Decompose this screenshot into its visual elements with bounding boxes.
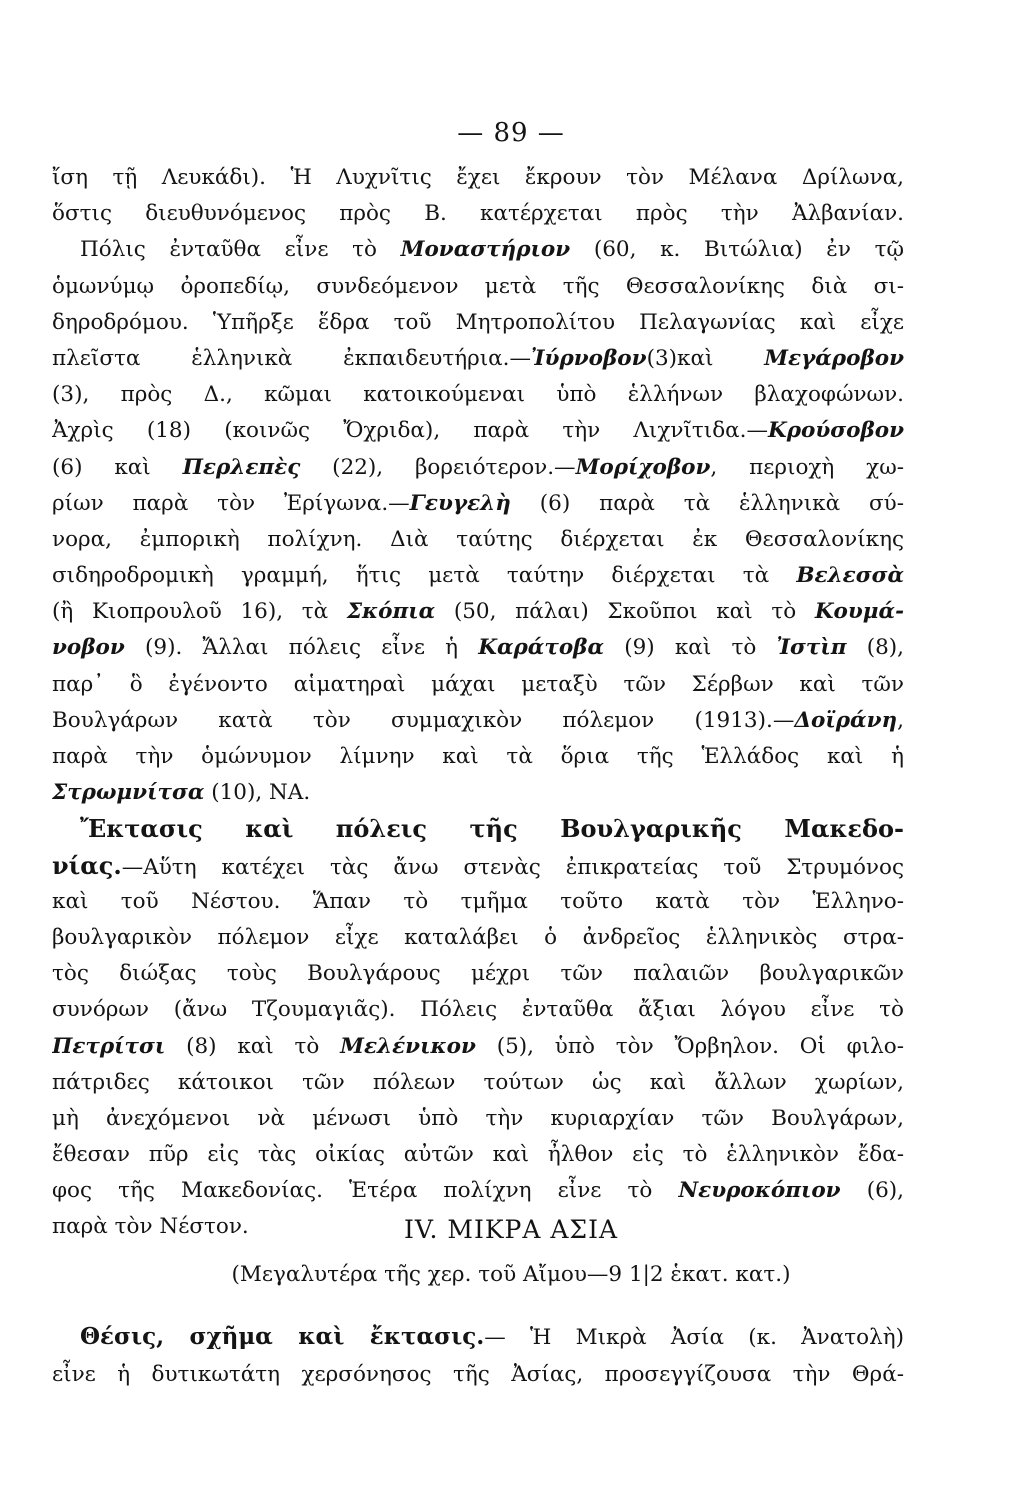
place-name: Κουμά- bbox=[814, 599, 904, 625]
text-line bbox=[52, 522, 904, 558]
text-line bbox=[52, 667, 904, 703]
place-name: Σκόπια bbox=[346, 599, 436, 625]
text-segment: (60, κ. Βιτώλια) ἐν τῷ bbox=[570, 237, 904, 263]
text-segment: (22), βορειότερον.— bbox=[300, 454, 576, 480]
text-segment: (10), ΝΑ. bbox=[204, 780, 311, 806]
place-name: Ἰστὶπ bbox=[776, 635, 847, 661]
text-segment: συνόρων (ἄνω Τζουμαγιᾶς). Πόλεις ἐνταῦθα ἄξιαι λόγου εἶνε τὸ bbox=[52, 997, 904, 1023]
text-line bbox=[52, 1356, 904, 1394]
text-segment: ρίων παρὰ τὸν Ἐρίγωνα.— bbox=[52, 490, 410, 516]
text-line bbox=[52, 450, 904, 486]
text-line bbox=[52, 486, 904, 522]
place-name: Ἰύρνοβον bbox=[531, 345, 647, 371]
text-segment: εἶνε ἡ δυτικωτάτη χερσόνησος τῆς Ἀσίας, προσεγγίζουσα τὴν Θρά- bbox=[52, 1362, 904, 1387]
text-segment: (8), bbox=[846, 635, 904, 661]
text-segment: ἴση τῇ Λευκάδι). Ἡ Λυχνῖτις ἔχει ἔκρουν τὸν Μέλανα Δρίλωνα, bbox=[52, 165, 904, 190]
text-line bbox=[52, 1173, 904, 1209]
text-segment: βουλγαρικὸν πόλεμον εἶχε καταλάβει ὁ ἀνδρεῖος ἑλληνικὸς στρα- bbox=[52, 924, 904, 950]
text-segment: παρὰ τὴν ὁμώνυμον λίμνην καὶ τὰ ὅρια τῆς Ἑλλάδος καὶ ἡ bbox=[52, 744, 904, 769]
place-name: Μορίχοβον bbox=[575, 454, 711, 480]
text-line bbox=[52, 630, 904, 666]
text-segment: — Ἡ Μικρὰ Ἀσία (κ. Ἀνατολὴ) bbox=[484, 1325, 904, 1350]
text-segment: μὴ ἀνεχόμενοι νὰ μένωσι ὑπὸ τὴν κυριαρχίαν τῶν Βουλγάρων, bbox=[52, 1105, 904, 1131]
place-name: Πετρίτσι bbox=[52, 1033, 166, 1059]
text-line bbox=[52, 1318, 904, 1356]
text-segment: , περιοχὴ χω- bbox=[710, 454, 904, 480]
text-segment: (9) καὶ τὸ bbox=[604, 635, 777, 661]
place-name: Γευγελὴ bbox=[409, 490, 511, 516]
text-segment: παρ᾽ ὃ ἐγένοντο αἱματηραὶ μάχαι μεταξὺ τῶν Σέρβων καὶ τῶν bbox=[52, 671, 904, 697]
text-line bbox=[52, 305, 904, 341]
section-subtitle: (Μεγαλυτέρα τῆς χερ. τοῦ Αἴμου—9 1|2 ἑκατ. κατ.) bbox=[231, 1262, 791, 1287]
text-line bbox=[52, 920, 904, 956]
text-line bbox=[52, 160, 904, 196]
text-line bbox=[52, 413, 904, 449]
subheading-line bbox=[52, 811, 904, 847]
place-name: Κρούσοβον bbox=[768, 418, 904, 444]
page-number: — 89 — bbox=[457, 118, 565, 148]
text-segment: (8) καὶ τὸ bbox=[165, 1033, 341, 1059]
text-segment: (ἢ Κιοπρουλοῦ 16), τὰ bbox=[52, 599, 347, 625]
text-segment: (9). Ἄλλαι πόλεις εἶνε ἡ bbox=[124, 635, 479, 661]
text-line bbox=[52, 594, 904, 630]
text-segment: (50, πάλαι) Σκοῦποι καὶ τὸ bbox=[435, 599, 815, 625]
place-name: Νευροκόπιον bbox=[678, 1178, 841, 1204]
place-name: Στρωμνίτσα bbox=[52, 780, 205, 806]
text-line bbox=[52, 377, 904, 413]
text-line bbox=[52, 1029, 904, 1065]
text-segment: παρὰ τὸν Νέστον. bbox=[52, 1214, 249, 1240]
place-name: Δοϊράνη bbox=[794, 707, 898, 733]
text-segment: δηροδρόμου. Ὑπῆρξε ἕδρα τοῦ Μητροπολίτου Πελαγωνίας καὶ εἶχε bbox=[52, 309, 904, 335]
text-segment: (5), ὑπὸ τὸν Ὄρβηλον. Οἱ φιλο- bbox=[475, 1033, 904, 1059]
place-name: νοβον bbox=[52, 635, 125, 661]
text-line bbox=[52, 269, 904, 305]
text-segment: Ἀχρὶς (18) (κοινῶς Ὄχριδα), παρὰ τὴν Λιχνῖτιδα.— bbox=[52, 418, 769, 444]
text-line bbox=[52, 775, 904, 811]
text-line bbox=[52, 956, 904, 992]
text-segment: νορα, ἐμπορικὴ πολίχνη. Διὰ ταύτης διέρχεται ἐκ Θεσσαλονίκης bbox=[52, 526, 904, 552]
text-segment: ὅστις διευθυνόμενος πρὸς Β. κατέρχεται πρὸς τὴν Ἀλβανίαν. bbox=[52, 201, 904, 227]
text-segment: Ἔκτασις καὶ πόλεις τῆς Βουλγαρικῆς Μακεδο- bbox=[80, 814, 904, 844]
text-line bbox=[52, 1101, 904, 1137]
text-segment: πλεῖστα ἑλληνικὰ ἐκπαιδευτήρια.— bbox=[52, 345, 532, 371]
text-line bbox=[52, 739, 904, 775]
paragraph-heading: Θέσις, σχῆμα καὶ ἔκτασις. bbox=[80, 1323, 485, 1350]
body-text bbox=[52, 160, 904, 1246]
text-segment: φος τῆς Μακεδονίας. Ἑτέρα πολίχνη εἶνε τὸ bbox=[52, 1178, 679, 1204]
text-segment: (6), bbox=[840, 1178, 904, 1204]
text-line bbox=[52, 703, 904, 739]
text-segment: ὁμωνύμῳ ὀροπεδίῳ, συνδεόμενον μετὰ τῆς Θεσσαλονίκης διὰ σι- bbox=[52, 273, 904, 299]
place-name: Καράτοβα bbox=[478, 635, 604, 661]
text-line bbox=[52, 196, 904, 232]
text-segment: τὸς διώξας τοὺς Βουλγάρους μέχρι τῶν παλαιῶν βουλγαρικῶν bbox=[52, 961, 904, 987]
place-name: Μεγάροβον bbox=[764, 345, 904, 371]
place-name: Περλεπὲς bbox=[182, 454, 301, 480]
text-segment: , bbox=[897, 707, 904, 733]
place-name: Βελεσσὰ bbox=[796, 563, 904, 589]
section-title: IV. ΜΙΚΡΑ ΑΣΙΑ bbox=[403, 1215, 619, 1244]
section-text bbox=[52, 1318, 904, 1394]
text-line bbox=[52, 341, 904, 377]
text-segment: —Αὕτη κατέχει τὰς ἄνω στενὰς ἐπικρατείας τοῦ Στρυμόνος bbox=[121, 854, 904, 880]
text-segment: (3), πρὸς Δ., κῶμαι κατοικούμεναι ὑπὸ ἑλλήνων βλαχοφώνων. bbox=[52, 382, 904, 408]
text-segment: Πόλις ἐνταῦθα εἶνε τὸ bbox=[80, 237, 401, 263]
text-line bbox=[52, 1065, 904, 1101]
text-line bbox=[52, 848, 904, 884]
text-line bbox=[52, 558, 904, 594]
text-segment: πάτριδες κάτοικοι τῶν πόλεων τούτων ὡς καὶ ἄλλων χωρίων, bbox=[52, 1069, 904, 1095]
text-segment: σιδηροδρομικὴ γραμμή, ἥτις μετὰ ταύτην διέρχεται τὰ bbox=[52, 563, 797, 589]
subheading-end: νίας. bbox=[52, 850, 122, 880]
text-segment: (3)καὶ bbox=[646, 345, 765, 371]
text-segment: (6) καὶ bbox=[52, 454, 183, 480]
text-segment: ἔθεσαν πῦρ εἰς τὰς οἰκίας αὐτῶν καὶ ἦλθον εἰς τὸ ἑλληνικὸν ἔδα- bbox=[52, 1142, 904, 1168]
place-name: Μελένικον bbox=[340, 1033, 476, 1059]
text-segment: (6) παρὰ τὰ ἑλληνικὰ σύ- bbox=[510, 490, 904, 516]
text-line bbox=[52, 992, 904, 1028]
place-name: Μοναστήριον bbox=[400, 237, 571, 263]
text-segment: Βουλγάρων κατὰ τὸν συμμαχικὸν πόλεμον (1913).— bbox=[52, 707, 795, 733]
text-line bbox=[52, 1137, 904, 1173]
text-segment: καὶ τοῦ Νέστου. Ἅπαν τὸ τμῆμα τοῦτο κατὰ τὸν Ἑλληνο- bbox=[52, 888, 904, 914]
text-line bbox=[52, 884, 904, 920]
text-line bbox=[52, 232, 904, 268]
